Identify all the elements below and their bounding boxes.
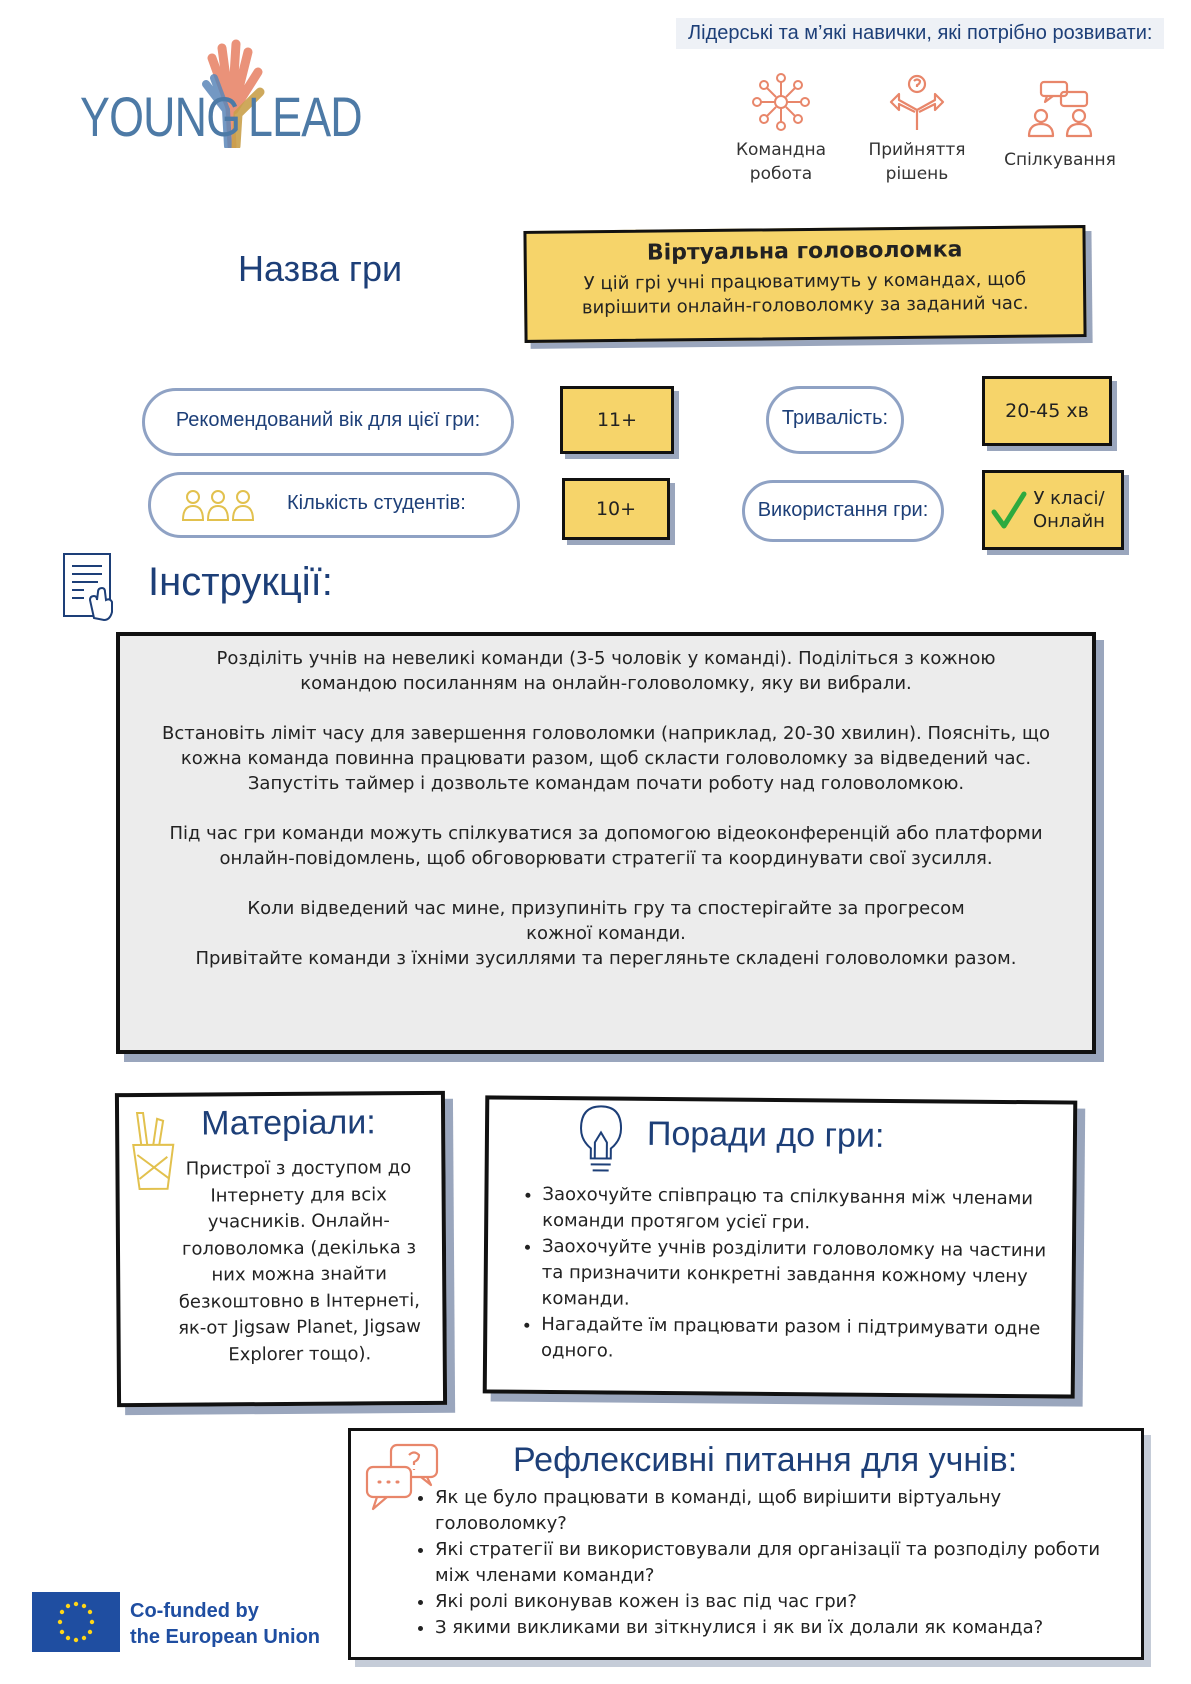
duration-label: Тривалість: [781,407,889,429]
materials-text: Пристрої з доступом до Інтернету для всіх учасників. Онлайн-головоломка (декілька з них можна знайти безкоштовно в Інтернеті, як-от Jigsaw Planet, Jigsaw Explorer тощо). [178,1157,421,1365]
skill-decision-label: Прийняття рішень [868,140,966,184]
young-lead-logo [80,38,360,148]
duration-value-box: 20-45 хв [982,376,1112,446]
decision-icon [885,70,949,134]
usage-value: У класі/ Онлайн [1033,488,1105,532]
age-value-box: 11+ [560,386,674,454]
usage-value-box [982,470,1124,550]
tips-list [517,1182,1063,1369]
students-value-box: 10+ [562,478,670,540]
students-pill [148,472,520,538]
list-item: • Які стратегії ви використовували для організації та розподілу роботи між членами команди? [435,1537,1135,1589]
age-pill [142,388,514,456]
game-title-box [523,225,1086,343]
usage-pill [742,480,944,542]
logo-word-lead: LEAD [248,85,362,148]
instructions-document-icon [60,550,122,622]
skill-decision [852,70,982,186]
list-item: • Нагадайте їм працювати разом і підтримувати одне одного. [541,1312,1061,1369]
duration-pill [766,386,904,454]
materials-title: Матеріали: [200,1103,376,1143]
communication-icon [1023,78,1097,140]
game-name-label: Назва гри [238,248,403,289]
instructions-box [116,632,1096,1054]
reflection-box [348,1428,1144,1660]
game-description: У цій грі учні працюватимуть у командах, щоб вирішити онлайн-головоломку за заданий час. [581,268,1029,319]
instructions-title: Інструкції: [148,560,333,604]
instruction-paragraph: Під час гри команди можуть спілкуватися за допомогою відеоконференцій або платформи онлайн-повідомлень, щоб обговорювати стратегії та координувати свої зусилля. [169,823,1043,869]
list-item: • Як це було працювати в команді, щоб вирішити віртуальну головоломку? [435,1485,1135,1537]
materials-box [115,1091,447,1407]
eu-cofunded-text: Co-funded by the European Union [130,1600,320,1648]
list-item: • З якими викликами ви зіткнулися і як ви їх долали як команда? [435,1615,1135,1641]
tips-title: Поради до гри: [646,1114,885,1155]
skill-communication-label: Спілкування [1004,150,1116,170]
game-title: Віртуальна головоломка [646,237,963,266]
list-item: • Заохочуйте учнів розділити головоломку на частини та призначити конкретні завдання кожному члену команди. [541,1234,1062,1317]
tips-box [483,1095,1078,1398]
list-item: • Які ролі виконував кожен із вас під час гри? [435,1589,1135,1615]
logo-word-young: YOUNG [80,85,241,148]
students-group-icon [181,488,255,522]
skill-communication [985,78,1135,172]
skills-title: Лідерські та м’які навички, які потрібно розвивати: [676,18,1164,49]
instruction-paragraph: Коли відведений час мине, призупиніть гру та спостерігайте за прогресом кожної команди. [247,898,965,944]
reflection-title: Рефлексивні питання для учнів: [513,1441,1018,1479]
list-item: • Заохочуйте співпрацю та спілкування між членами команди протягом усієї гри. [542,1182,1062,1239]
eu-flag [32,1592,120,1652]
reflection-list [411,1485,1135,1641]
checkmark-icon [991,490,1027,530]
instruction-paragraph: Запустіть таймер і дозвольте командам почати роботу над головоломкою. [247,773,965,794]
skill-teamwork [716,70,846,186]
students-label: Кількість студентів: [287,492,466,514]
skill-teamwork-label: Командна робота [735,140,827,184]
teamwork-icon [749,70,813,134]
usage-label: Використання гри: [757,499,929,521]
instruction-paragraph: Розділіть учнів на невеликі команди (3-5 чоловік у команді). Поділіться з кожною командою посиланням на онлайн-головоломку, яку ви вибрали. [216,648,996,694]
instruction-paragraph: Привітайте команди з їхніми зусиллями та перегляньте складені головоломки разом. [195,948,1017,969]
age-label: Рекомендований вік для цієї гри: [175,409,481,431]
lightbulb-icon [575,1102,628,1176]
eu-stars-icon [32,1592,120,1652]
instruction-paragraph: Встановіть ліміт часу для завершення головоломки (наприклад, 20-30 хвилин). Поясніть, що кожна команда повинна працювати разом, щоб скласти головоломку за відведений час. [161,723,1050,769]
